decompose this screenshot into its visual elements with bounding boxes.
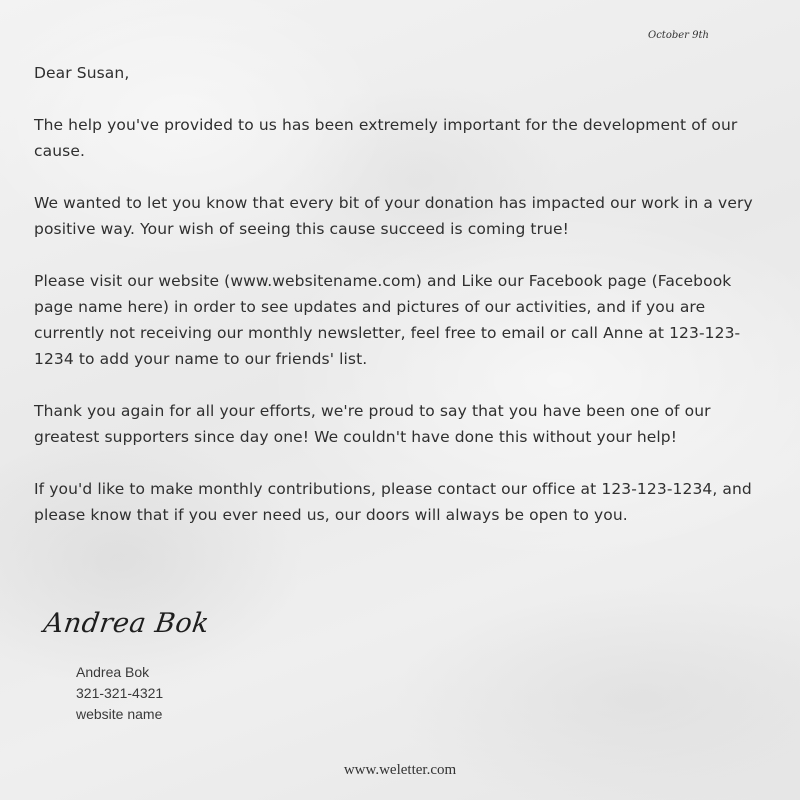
paragraph-2: We wanted to let you know that every bit of your donation has impacted our work in a very positive way. Your wish of seeing this cause succeed is coming true!: [34, 194, 753, 238]
paragraph-3: Please visit our website (www.websitename.com) and Like our Facebook page (Facebook page name here) in order to see updates and pictures of our activities, and if you are currently not receiving our monthly newsletter, feel free to email or call Anne at 123-123-1234 to add your name to our friends' list.: [34, 272, 741, 368]
greeting: Dear Susan,: [34, 64, 130, 82]
footer-url: www.weletter.com: [343, 762, 457, 778]
sender-contact-block: [76, 662, 163, 725]
sender-phone: 321-321-4321: [76, 685, 164, 701]
sender-name: Andrea Bok: [76, 664, 150, 680]
paragraph-5: If you'd like to make monthly contributions, please contact our office at 123-123-1234, and please know that if you ever need us, our doors will always be open to you.: [34, 480, 752, 524]
paragraph-1: The help you've provided to us has been extremely important for the development of our cause.: [34, 116, 738, 160]
handwritten-signature: Andrea Bok: [41, 608, 212, 639]
letter-body: [34, 60, 774, 554]
sender-website: website name: [76, 706, 163, 722]
paragraph-4: Thank you again for all your efforts, we're proud to say that you have been one of our greatest supporters since day one! We couldn't have done this without your help!: [34, 402, 711, 446]
letter-date: October 9th: [648, 30, 709, 41]
